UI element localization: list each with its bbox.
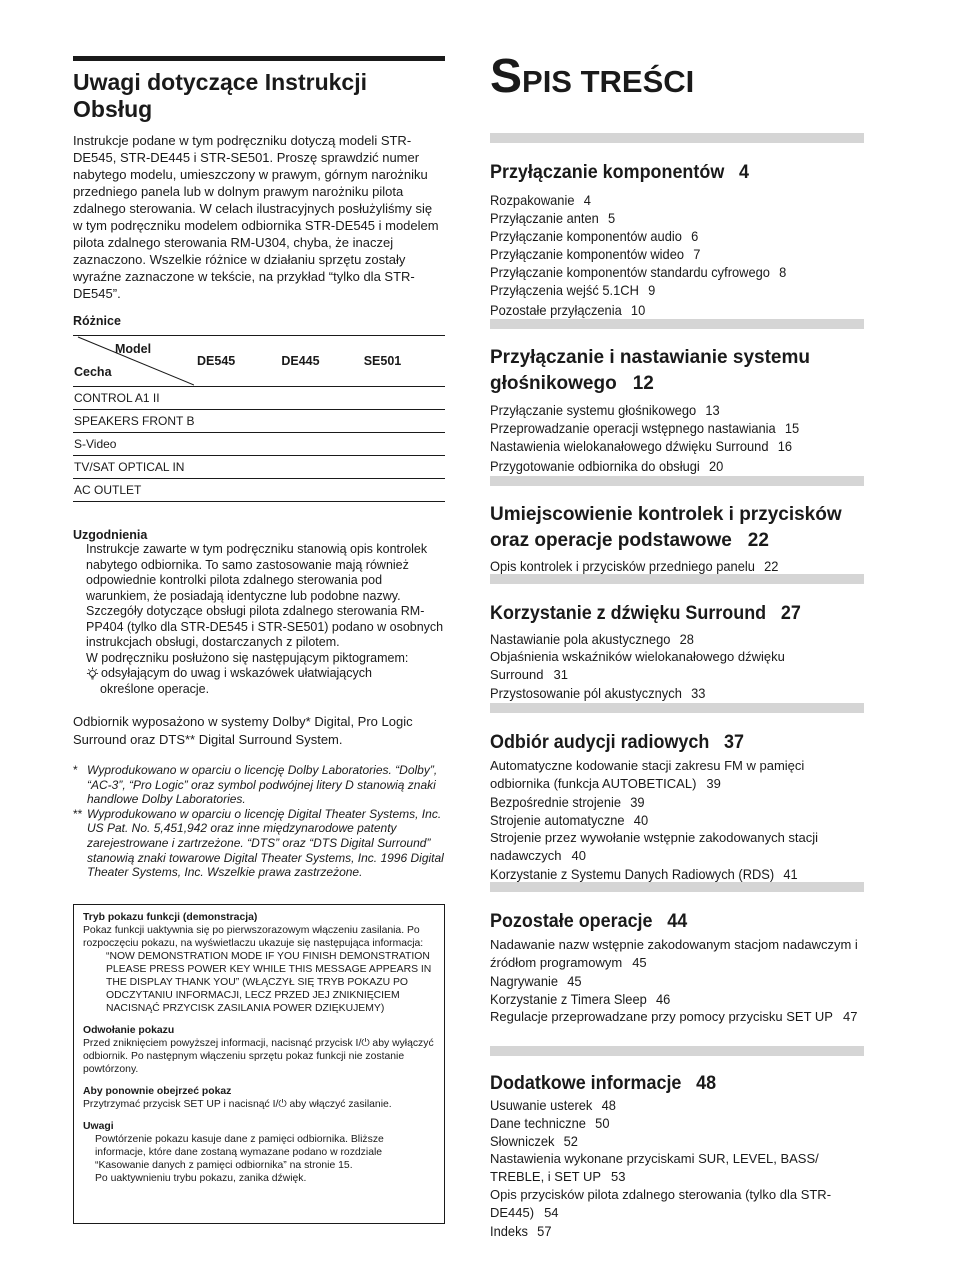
toc-section-title[interactable] [490,1070,834,1096]
section-title-text: Przyłączanie komponentów [490,161,725,183]
table-cell: AC OUTLET [73,479,445,502]
footnote-text: Wyprodukowano w oparciu o licencję Digital Theater Systems, Inc. US Pat. No. 5,451,942 oraz inne międzynarodowe patenty zarejestrowane i zartrzeżone. “DTS” oraz “DTS Digital Surround” stanowią znaki towarowe Digital Theater Systems, Inc. 1996 Digital Theater Systems, Inc. Wszelkie prawa zastrzeżone. [87,806,444,880]
item-label: Automatyczne kodowanie stacji zakresu FM w pamięci odbiornika (funkcja AUTOBETICAL) [490,758,805,791]
demo-box [73,904,445,1224]
toc-item[interactable] [490,1132,834,1150]
item-label: Przyłączanie komponentów wideo [490,246,685,262]
toc-items [490,630,864,702]
item-label: Przyłączanie komponentów audio [490,228,682,244]
section-title-text: Korzystanie z dźwięku Surround [490,602,767,624]
item-label: Korzystanie z Systemu Danych Radiowych (RDS) [490,866,775,882]
toc-item[interactable] [490,684,834,702]
toc-item[interactable] [490,301,834,319]
toc-item[interactable] [490,419,834,437]
agreements-text: Instrukcje zawarte w tym podręczniku stanowią opis kontrolek nabytego odbiornika. To samo zastosowanie mają również odpowiednie kontrolki pilota zdalnego sterowania pod warunkiem, że posiadają identyczne lub podobne nazwy. Szczegóły dotyczące obsługi pilota zdalnego sterowania RM-PP404 (tylko dla STR-DE545 i STR-SE501) podano w osobnych instrukcjach obsługi, dostarczanych z pilotem. [86,542,444,649]
item-label: Objaśnienia wskaźników wielokanałowego dźwięku Surround [490,649,785,682]
differences-label: Różnice [73,314,121,328]
toc-item[interactable] [490,209,834,227]
pictogram-text-1: odsyłającym do uwag i wskazówek ułatwiających [101,666,372,680]
item-label: Słowniczek [490,1133,555,1149]
table-row [73,433,445,456]
item-page: 57 [537,1223,552,1239]
footnote-text: Wyprodukowano w oparciu o licencję Dolby Laboratories. “Dolby”, “AC-3”, “Pro Logic” oraz symbol podwójnej litery D stanowią znaki handlowe Dolby Laboratories. [87,763,438,807]
section-page: 12 [632,373,654,394]
item-page: 33 [691,685,706,701]
item-page: 41 [783,866,798,882]
section-title-text: Dodatkowe informacje [490,1072,682,1094]
item-page: 8 [779,264,787,280]
toc-item[interactable] [490,793,834,811]
item-label: Strojenie przez wywołanie wstępnie zakodowanych stacji nadawczych [490,830,819,863]
section-title-text: Umiejscowienie kontrolek i przycisków oraz operacje podstawowe [490,504,842,551]
item-page: 28 [679,631,694,647]
item-page: 4 [583,192,591,208]
table-cell: SPEAKERS FRONT B [73,410,445,433]
toc-item[interactable] [490,829,864,865]
footnote-1 [73,763,445,807]
item-label: Opis przycisków pilota zdalnego sterowania (tylko dla STR-DE445) [490,1187,832,1220]
top-rule [73,56,445,61]
section-title-text: Przyłączanie i nastawianie systemu głośnikowego [490,347,810,394]
item-label: Przyłączenia wejść 5.1CH [490,282,639,298]
toc-item[interactable] [490,191,834,209]
item-page: 40 [633,812,649,828]
item-page: 45 [567,973,582,989]
item-page: 50 [595,1115,610,1131]
lightbulb-icon [86,667,99,680]
item-label: Indeks [490,1223,528,1239]
toc-item[interactable] [490,972,834,990]
toc-item[interactable] [490,757,864,793]
item-label: Pozostałe przyłączenia [490,302,622,318]
item-label: Nastawienia wielokanałowego dźwięku Surround [490,438,769,454]
toc-title-initial: S [490,50,523,103]
item-label: Regulacje przeprowadzane przy pomocy przycisku SET UP [490,1009,833,1024]
toc-section-title[interactable] [490,345,864,397]
item-label: Nastawianie pola akustycznego [490,631,671,647]
toc-section-title[interactable] [490,600,834,626]
toc-item[interactable] [490,437,834,455]
demo-message: “NOW DEMONSTRATION MODE IF YOU FINISH DEMONSTRATION PLEASE PRESS POWER KEY WHILE THIS MESSAGE APPEARS IN THE DISPLAY THANK YOU” (WŁĄCZYŁ SIĘ TRYB POKAZU PO ODCZYTANIU INFORMACJI, LECZ PRZED JEJ ZNIKNIĘCIEM NACISNĄĆ PRZYCISK ZASILANIA POWER DZIĘKUJEMY) [106,951,432,1014]
toc-title [490,50,695,104]
toc-title-rest: PIS TREŚCI [522,64,695,99]
toc-section-title[interactable] [490,502,864,554]
demo-text: Pokaz funkcji uaktywnia się po pierwszorazowym włączeniu zasilania. Po rozpoczęciu pokazu, na wyświetlaczu ukazuje się następująca informacja: [83,925,424,949]
toc-item[interactable] [490,457,834,475]
pictogram-text-2: określone operacje. [100,681,210,696]
footnote-mark: * [73,763,78,777]
item-page: 40 [571,848,587,863]
agreements-label: Uzgodnienia [73,528,148,542]
left-column [73,56,445,880]
item-page: 9 [648,282,656,298]
table-header-row [73,336,445,387]
item-label: Dane techniczne [490,1115,586,1131]
section-page: 4 [739,161,749,183]
item-label: Przyłączanie komponentów standardu cyfrowego [490,264,770,280]
item-page: 48 [601,1097,616,1113]
item-label: Przygotowanie odbiornika do obsługi [490,458,700,474]
table-row [73,387,445,410]
column-se501: SE501 [363,336,445,387]
toc-items [490,936,864,1026]
toc-items [490,401,864,475]
header-model: Model [115,342,152,356]
section-page: 37 [724,731,745,753]
demo-title: Tryb pokazu funkcji (demonstracja) [83,912,258,923]
toc-item[interactable] [490,1114,834,1132]
toc-item[interactable] [490,263,834,281]
item-page: 16 [777,438,793,454]
table-cell: CONTROL A1 II [73,387,445,410]
dolby-paragraph: Odbiornik wyposażono w systemy Dolby* Digital, Pro Logic Surround oraz DTS** Digital Surround System. [73,714,413,747]
toc-section-title[interactable] [490,729,834,755]
section-heading: Uwagi dotyczące Instrukcji Obsług [73,69,367,122]
pictogram-intro: W podręczniku posłużono się następującym piktogramem: [86,650,409,665]
section-bar [490,882,864,892]
item-label: Strojenie automatyczne [490,812,625,828]
toc-item[interactable] [490,227,834,245]
cancel-text: Przed zniknięciem powyższej informacji, nacisnąć przycisk I/⏻ aby wyłączyć odbiornik. Po następnym włączeniu sprzętu pokaz funkcji nie zostanie powtórzony. [83,1038,434,1075]
section-bar [490,133,864,143]
item-page: 52 [563,1133,578,1149]
toc-item[interactable] [490,648,864,684]
item-page: 39 [630,794,645,810]
cancel-title: Odwołanie pokazu [83,1025,175,1036]
footnote-mark: ** [73,806,83,821]
notes-text-2: Po uaktywnieniu trybu pokazu, zanika dźwięk. [95,1173,307,1184]
toc-item[interactable] [490,1096,834,1114]
footnote-2 [73,807,445,880]
column-de545: DE545 [194,336,278,387]
toc-section [490,703,864,883]
item-label: Opis kontrolek i przycisków przedniego panelu [490,558,755,574]
again-title: Aby ponownie obejrzeć pokaz [83,1086,232,1097]
toc-section-title[interactable] [490,159,834,185]
toc-section [490,574,864,702]
section-bar [490,1046,864,1056]
footnotes [73,763,445,880]
table-row [73,410,445,433]
table-cell: TV/SAT OPTICAL IN [73,456,445,479]
again-text: Przytrzymać przycisk SET UP i nacisnąć I/⏻ aby włączyć zasilanie. [83,1099,392,1110]
item-label: Rozpakowanie [490,192,575,208]
toc-items [490,1096,864,1240]
toc-item[interactable] [490,401,834,419]
toc-item[interactable] [490,811,834,829]
item-page: 46 [655,991,671,1007]
toc-item[interactable] [490,936,864,972]
item-page: 54 [544,1205,559,1220]
agreements-block [73,542,445,697]
intro-paragraph: Instrukcje podane w tym podręczniku dotyczą modeli STR-DE545, STR-DE445 i STR-SE501. Proszę sprawdzić numer nabytego modelu, umieszczony w prawym, górnym narożniku przedniego panela lub w dolnym prawym narożniku pilota zdalnego sterowania. W celach ilustracyjnych posłużyliśmy się w tym podręczniku modelem odbiornika STR-DE545 i modelem pilota zdalnego sterowania RM-U304, chyba, że inaczej zaznaczono. Wszelkie różnice w działaniu sprzętu zostały wyraźne zaznaczone w tekście, na przykład “tylko dla STR-DE545”. [73,133,439,301]
item-label: Przyłączanie systemu głośnikowego [490,402,697,418]
toc-item[interactable] [490,865,834,883]
item-page: 7 [693,246,701,262]
table-cell: S-Video [73,433,445,456]
toc-item[interactable] [490,1150,864,1186]
section-page: 44 [667,910,688,932]
toc-section [490,133,864,319]
section-bar [490,319,864,329]
section-page: 48 [696,1072,717,1094]
item-page: 39 [706,776,721,791]
item-page: 5 [608,210,616,226]
table-row [73,456,445,479]
item-page: 47 [842,1009,858,1024]
diagonal-header-cell [74,336,194,386]
toc-section [490,882,864,1026]
item-page: 6 [691,228,699,244]
section-page: 22 [747,530,769,551]
item-page: 53 [611,1169,626,1184]
toc-item[interactable] [490,245,834,263]
item-page: 20 [709,458,724,474]
toc-item[interactable] [490,990,834,1008]
toc-item[interactable] [490,281,834,299]
toc-section [490,1046,864,1240]
item-label: Nadawanie nazw wstępnie zakodowanym stacjom nadawczym i źródłom programowym [490,937,858,970]
section-bar [490,574,864,584]
table-row [73,479,445,502]
toc-section [490,476,864,575]
item-label: Nastawienia wykonane przyciskami SUR, LEVEL, BASS/ TREBLE, i SET UP [490,1151,819,1184]
toc-items [490,757,864,883]
column-de445: DE445 [278,336,362,387]
item-label: Przeprowadzanie operacji wstępnego nastawiania [490,420,776,436]
toc-section [490,319,864,475]
toc-item[interactable] [490,1008,864,1026]
item-label: Usuwanie usterek [490,1097,593,1113]
item-label: Nagrywanie [490,973,559,989]
toc-items [490,557,864,575]
toc-item[interactable] [490,557,834,575]
item-page: 31 [553,667,568,682]
item-label: Bezpośrednie strojenie [490,794,622,810]
toc-item[interactable] [490,1222,834,1240]
differences-table [73,335,445,502]
item-label: Przystosowanie pól akustycznych [490,685,682,701]
item-page: 13 [705,402,720,418]
toc-item[interactable] [490,630,834,648]
section-page: 27 [780,602,801,624]
pictogram-line [86,666,445,682]
notes-text-1: Powtórzenie pokazu kasuje dane z pamięci odbiornika. Bliższe informacje, które dane zostaną wymazane podano w rozdziale “Kasowanie danych z pamięci odbiornika” na stronie 15. [95,1134,384,1171]
section-bar [490,476,864,486]
item-label: Korzystanie z Timera Sleep [490,991,647,1007]
toc-items [490,191,864,319]
section-bar [490,703,864,713]
notes-title: Uwagi [83,1121,114,1132]
section-title-text: Odbiór audycji radiowych [490,731,710,753]
section-title-text: Pozostałe operacje [490,910,653,932]
header-cecha: Cecha [74,365,112,379]
toc-item[interactable] [490,1186,864,1222]
item-page: 22 [764,558,779,574]
item-page: 10 [630,302,646,318]
toc-section-title[interactable] [490,908,834,934]
item-page: 45 [632,955,647,970]
item-label: Przyłączanie anten [490,210,599,226]
item-page: 15 [784,420,800,436]
